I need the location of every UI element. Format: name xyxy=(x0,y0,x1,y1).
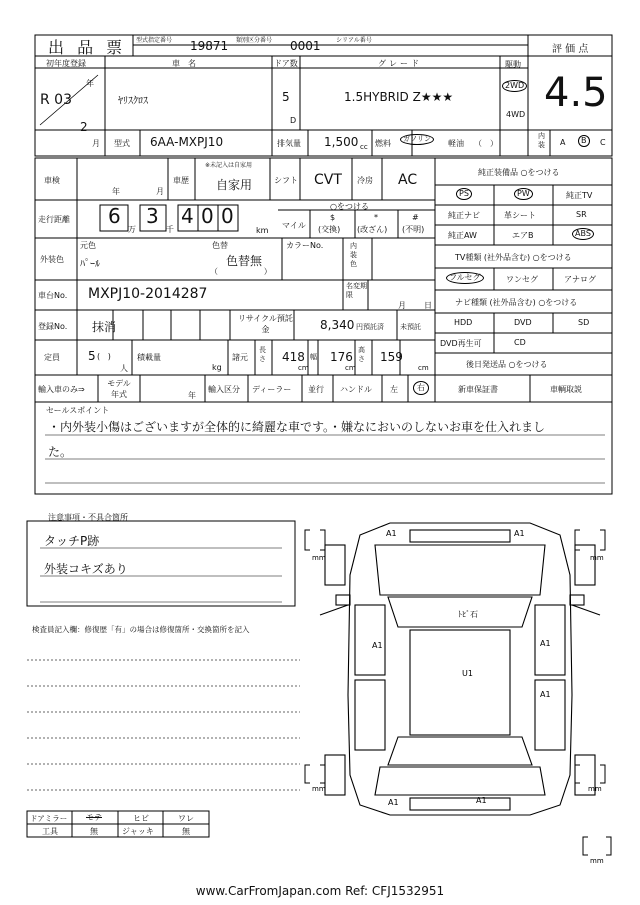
grade-label: グレード xyxy=(378,59,422,68)
chassis-label: 車台No. xyxy=(38,291,68,300)
capacity-person-unit: 人 xyxy=(120,364,128,373)
jack-value: 無 xyxy=(182,827,190,836)
inspection-month-unit: 月 xyxy=(156,187,164,196)
mileage-exchange: (交換) xyxy=(318,225,341,234)
first-registration-month: 2 xyxy=(80,120,88,134)
drive-2wd-circled: 2WD xyxy=(502,80,527,92)
recycle-unpaid: 未預託 xyxy=(400,323,421,331)
import-only-label: 輸入車のみ⇒ xyxy=(38,385,85,394)
model-label: 型式 xyxy=(114,139,130,148)
length-cm-unit: cm xyxy=(298,364,309,372)
model-designation-value: 19871 xyxy=(190,39,229,53)
mm-unit-fl: mm xyxy=(312,554,326,562)
import-parallel: 並行 xyxy=(308,385,324,394)
width-value: 176 xyxy=(330,350,353,364)
nav-dvd: DVD xyxy=(514,318,532,327)
door-mirror-label: ドアミラー xyxy=(30,814,68,823)
interior-label: 内装 xyxy=(538,132,545,149)
model-year-label: モデル年式 xyxy=(107,379,131,399)
sales-point-line-2: た。 xyxy=(48,445,73,459)
category-label: 類別区分番号 xyxy=(236,37,273,44)
registration-value: 抹消 xyxy=(92,320,117,334)
mm-unit-fr: mm xyxy=(590,554,604,562)
displacement-unit: cc xyxy=(360,143,368,151)
jack-label: ジャッキ xyxy=(122,827,154,836)
recycle-value: 8,340 xyxy=(320,318,355,332)
tv-fullseg-circled: フルセグ xyxy=(446,272,484,284)
mileage-unknown: (不明) xyxy=(402,225,425,234)
height-cm-unit: cm xyxy=(418,364,429,372)
mirror-broken-label: ワレ xyxy=(178,814,194,823)
equip-sunroof: SR xyxy=(576,210,587,219)
recycle-label: リサイクル預託金 xyxy=(238,314,293,334)
form-title: 出 品 票 xyxy=(48,38,127,57)
history-value: 自家用 xyxy=(216,178,253,192)
mileage-circle-note: ○をつける xyxy=(330,202,369,211)
dvd-playback-label: DVD再生可 xyxy=(440,339,482,348)
equip-leather-seat: 革シート xyxy=(504,211,536,220)
nav-hdd: HDD xyxy=(454,318,473,327)
mileage-digit-2: 3 xyxy=(146,204,159,228)
height-value: 159 xyxy=(380,350,403,364)
damage-mark-left-front-door: A1 xyxy=(372,641,383,650)
inspector-label: 検査員記入欄：修復歴「有」の場合は修復箇所・交換箇所を記入 xyxy=(32,625,250,634)
damage-mark-right-front-door: A1 xyxy=(540,639,551,648)
equip-abs-circled: ABS xyxy=(572,228,594,240)
notes-label: 注意事項・不具合箇所 xyxy=(48,513,128,522)
width-label: 幅 xyxy=(310,353,317,361)
category-value: 0001 xyxy=(290,39,321,53)
equip-airbag: エアB xyxy=(512,231,534,240)
mirror-crack-label: ヒビ xyxy=(133,814,149,823)
displacement-label: 排気量 xyxy=(277,139,301,148)
sales-point-line-1: ・内外装小傷はございますが全体的に綺麗な車です。・嫌なにおいのしないお車を仕入れまし xyxy=(48,420,546,434)
month-unit: 月 xyxy=(92,139,100,148)
mm-unit-spare: mm xyxy=(590,857,604,865)
color-number-label: カラーNo. xyxy=(286,241,324,250)
interior-grade-c: C xyxy=(600,138,606,147)
nav-sd: SD xyxy=(578,318,590,327)
chassis-value: MXPJ10-2014287 xyxy=(88,286,208,302)
damage-mark-roof: U1 xyxy=(462,669,473,678)
footer-reference: www.CarFromJapan.com Ref: CFJ1532951 xyxy=(195,884,445,898)
mileage-hash: # xyxy=(412,213,419,222)
dimensions-label: 諸元 xyxy=(232,353,248,362)
handle-left: 左 xyxy=(390,385,398,394)
equip-oem-aw: 純正AW xyxy=(448,231,477,240)
inspection-year-unit: 年 xyxy=(112,187,120,196)
original-color-value: ﾊﾟｰﾙ xyxy=(80,259,100,270)
interior-color-label: 内装色 xyxy=(350,242,357,268)
color-change-label: 色替 xyxy=(212,241,228,250)
equip-oem-nav: 純正ナビ xyxy=(448,211,480,220)
length-value: 418 xyxy=(282,350,305,364)
oem-equipment-title: 純正装備品 ○をつける xyxy=(478,168,560,177)
door-type: D xyxy=(290,116,297,125)
import-type-label: 輸入区分 xyxy=(208,385,240,394)
doors-label: ドア数 xyxy=(274,59,298,68)
fuel-diesel: 軽油 xyxy=(448,139,464,148)
load-capacity-label: 積載量 xyxy=(137,353,161,362)
shift-label: シフト xyxy=(274,176,298,185)
rating-label: 評 価 点 xyxy=(552,44,589,55)
mileage-mile-option: マイル xyxy=(282,221,306,230)
car-name-value: ﾔﾘｽｸﾛｽ xyxy=(118,96,148,107)
capacity-label: 定員 xyxy=(44,353,60,362)
damage-mark-front-left: A1 xyxy=(386,529,397,538)
car-damage-diagram xyxy=(300,515,620,865)
tv-oneseg: ワンセグ xyxy=(506,275,538,284)
original-color-label: 元色 xyxy=(80,241,96,250)
interior-grade-a: A xyxy=(560,138,566,147)
sales-point-label: セールスポイント xyxy=(46,406,110,415)
notes-line-2: 外装コキズあり xyxy=(44,562,128,576)
mileage-sen-unit: 千 xyxy=(166,225,174,234)
mileage-digit-3: 4 xyxy=(181,204,194,228)
drive-label: 駆動 xyxy=(505,60,521,69)
capacity-value: 5 xyxy=(88,349,96,363)
damage-mark-rear-left: A1 xyxy=(388,798,399,807)
displacement-value: 1,500 xyxy=(324,135,359,149)
import-dealer: ディーラー xyxy=(252,385,292,394)
new-car-warranty: 新車保証書 xyxy=(458,385,498,394)
first-registration-label: 初年度登録 xyxy=(46,59,86,68)
mileage-label: 走行距離 xyxy=(38,215,70,224)
tv-analog: アナログ xyxy=(564,275,596,284)
equip-ps-circled: PS xyxy=(456,188,472,200)
inspection-label: 車検 xyxy=(44,176,60,185)
fuel-gasoline-circled: ガソリン xyxy=(400,134,434,145)
mileage-man-unit: 万 xyxy=(128,225,136,234)
doors-value: 5 xyxy=(282,90,290,104)
damage-mark-front-right: A1 xyxy=(514,529,525,538)
mileage-digit-1: 6 xyxy=(108,204,121,228)
drive-4wd: 4WD xyxy=(506,110,526,119)
mileage-km-unit: km xyxy=(256,226,269,235)
width-cm-unit: cm xyxy=(345,364,356,372)
fuel-paren-close: ） xyxy=(490,139,498,148)
length-label: 長さ xyxy=(259,346,266,363)
rating-value: 4.5 xyxy=(544,70,608,116)
handle-label: ハンドル xyxy=(340,385,372,394)
ac-value: AC xyxy=(398,172,418,188)
recycle-unit: 円預託済 xyxy=(356,323,384,331)
equip-pw-circled: PW xyxy=(514,188,533,200)
notes-line-1: タッチP跡 xyxy=(44,534,100,548)
damage-mark-right-rear-door: A1 xyxy=(540,690,551,699)
model-designation-label: 型式指定番号 xyxy=(136,37,173,44)
first-registration-era: R 03 xyxy=(40,92,72,108)
model-value: 6AA-MXPJ10 xyxy=(150,135,224,149)
height-label: 高さ xyxy=(358,346,365,363)
tools-label: 工具 xyxy=(42,827,58,836)
ac-label: 冷房 xyxy=(357,176,373,185)
interior-grade-b-circled: B xyxy=(578,135,590,147)
grade-value: 1.5HYBRID Z★★★ xyxy=(344,90,454,104)
name-transfer-label: 名変期限 xyxy=(346,282,367,299)
transfer-month-unit: 月 xyxy=(398,301,406,310)
tools-value: 無 xyxy=(90,827,98,836)
load-kg-unit: kg xyxy=(212,363,222,372)
model-year-unit: 年 xyxy=(188,391,196,400)
color-change-value: 色替無 xyxy=(226,254,263,268)
mm-unit-rr: mm xyxy=(588,785,602,793)
exterior-color-label: 外装色 xyxy=(40,255,64,264)
unregistered-note: ※未記入は自家用 xyxy=(205,162,253,169)
mileage-digit-5: 0 xyxy=(221,204,234,228)
registration-label: 登録No. xyxy=(38,322,68,331)
mileage-digit-4: 0 xyxy=(201,204,214,228)
handle-right-circled: 右 xyxy=(413,381,429,395)
shift-value: CVT xyxy=(314,172,342,188)
mileage-dollar: $ xyxy=(330,213,336,222)
vehicle-manual: 車輌取説 xyxy=(550,385,582,394)
later-shipment-title: 後日発送品 ○をつける xyxy=(466,360,548,369)
fuel-label: 燃料 xyxy=(375,139,391,148)
year-unit: 年 xyxy=(86,79,94,88)
nav-type-title: ナビ種類 (社外品含む) ○をつける xyxy=(455,298,578,307)
mm-unit-rl: mm xyxy=(312,785,326,793)
serial-label: シリアル番号 xyxy=(336,37,372,44)
cd-option: CD xyxy=(514,338,526,347)
mirror-motor-circled: モテ xyxy=(86,813,102,822)
equip-oem-tv: 純正TV xyxy=(566,191,593,200)
fuel-paren-open: （ xyxy=(474,139,482,148)
mileage-asterisk: * xyxy=(374,213,378,222)
damage-mark-rear-right: A1 xyxy=(476,796,487,805)
transfer-day-unit: 日 xyxy=(424,301,432,310)
windshield-chip-label: ﾄﾋﾞ石 xyxy=(458,610,478,619)
car-name-label: 車 名 xyxy=(172,59,196,68)
tv-type-title: TV種類 (社外品含む) ○をつける xyxy=(455,253,572,262)
mileage-tampered: (改ざん) xyxy=(357,225,388,234)
history-label: 車歴 xyxy=(173,176,189,185)
